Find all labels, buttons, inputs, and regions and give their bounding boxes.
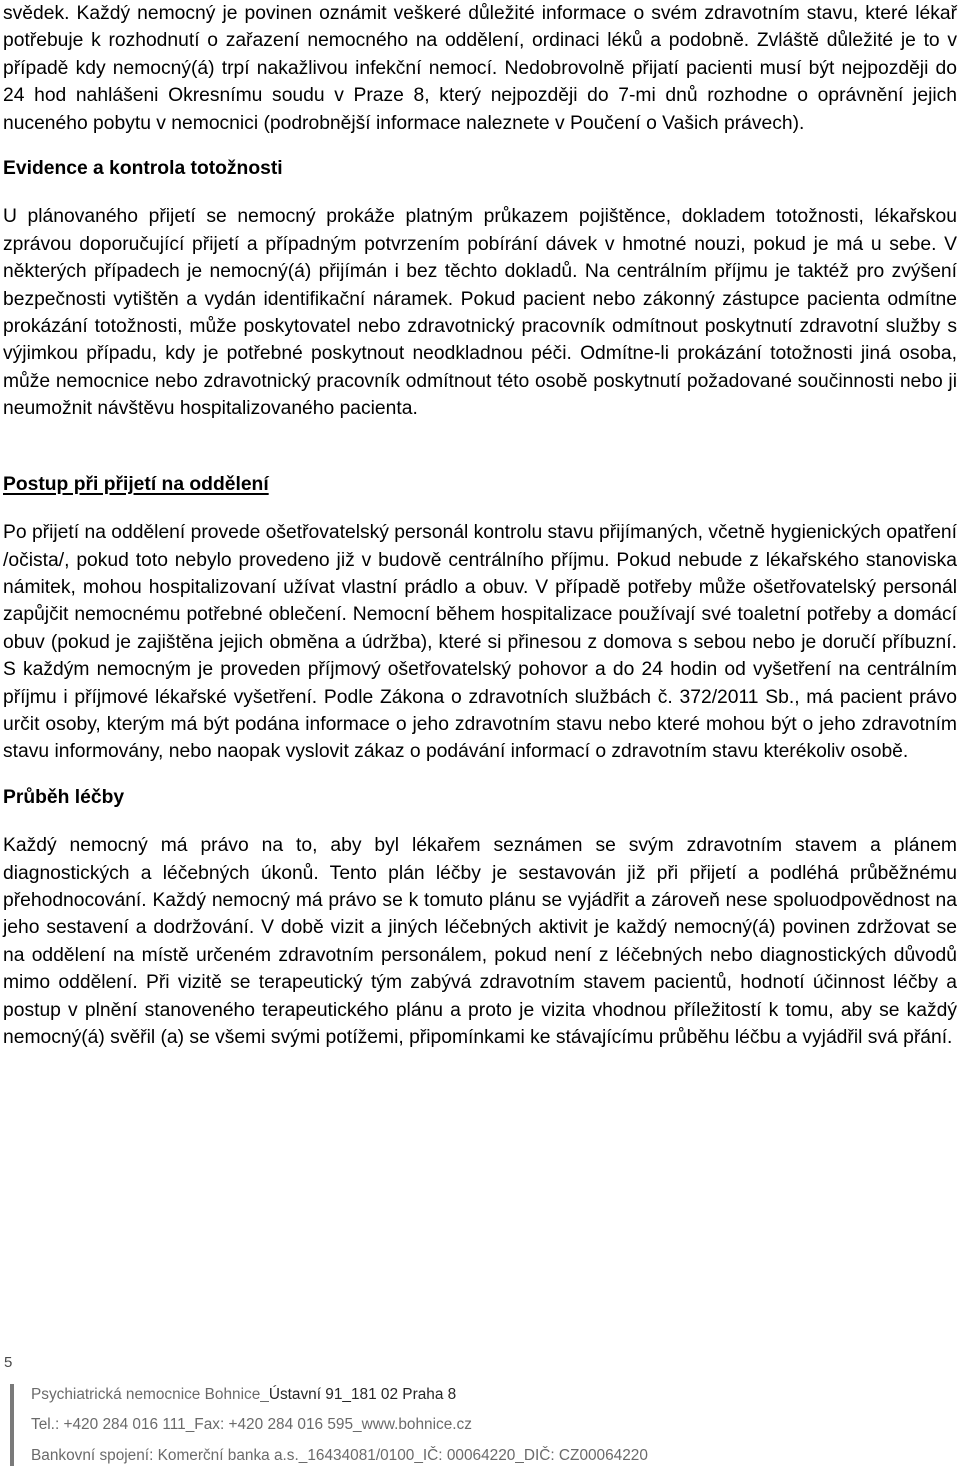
footer-contact-line: Tel.: +420 284 016 111_Fax: +420 284 016 595_www.bohnice.cz (31, 1416, 472, 1433)
footer-accent-bar (10, 1384, 14, 1466)
footer-bank-line: Bankovní spojení: Komerční banka a.s._16434081/0100_IČ: 00064220_DIČ: CZ00064220 (31, 1447, 648, 1464)
page-number: 5 (4, 1354, 13, 1371)
footer-address-line (31, 1386, 456, 1404)
footer-organization: Psychiatrická nemocnice Bohnice_ (31, 1386, 269, 1403)
page-footer (0, 1378, 960, 1467)
identity-heading: Evidence a kontrola totožnosti (3, 158, 283, 180)
admission-heading: Postup při přijetí na oddělení (3, 473, 269, 495)
footer-address: Ústavní 91_181 02 Praha 8 (268, 1386, 457, 1403)
admission-paragraph: Po přijetí na oddělení provede ošetřovatelský personál kontrolu stavu přijímaných, včetně hygienických opatření /očista/, pokud toto nebylo provedeno již v budově centrálního příjmu. Pokud nebude z lékařského stanoviska námitek, mohou hospitalizovaní užívat vlastní prádlo a obuv. V případě potřeby může ošetřovatelský personál zapůjčit nemocnému potřebné oblečení. Nemocní během hospitalizace používají své toaletní potřeby a domácí obuv (pokud je zajištěna jejich obměna a údržba), které si přinesou z domova s sebou nebo je doručí příbuzní. S každým nemocným je proveden příjmový ošetřovatelský pohovor a do 24 hodin od vyšetření na centrálním příjmu i příjmové lékařské vyšetření. Podle Zákona o zdravotních službách č. 372/2011 Sb., má pacient právo určit osoby, kterým má být podána informace o jeho zdravotním stavu nebo které mohou být o jeho zdravotním stavu informovány, nebo naopak vyslovit zákaz o podávání informací o zdravotním stavu kterékoliv osobě. (3, 522, 957, 763)
treatment-heading: Průběh léčby (3, 786, 125, 808)
treatment-paragraph: Každý nemocný má právo na to, aby byl lékařem seznámen se svým zdravotním stavem a plánem diagnostických a léčebných úkonů. Tento plán léčby je sestavován již při přijetí a podléhá průběžnému přehodnocování. Každý nemocný má právo se k tomuto plánu se vyjádřit a zároveň nese spoluodpovědnost na jeho sestavení a dodržování. V době vizit a jiných léčebných aktivit je každý nemocný(á) povinen zdržovat se na oddělení na místě určeném zdravotním personálem, pokud není z léčebných nebo diagnostických důvodů mimo oddělení. Při vizitě se terapeutický tým zabývá zdravotním stavem pacientů, hodnotí účinnost léčby a postup v plnění stanoveného terapeutického plánu a proto je vizita vhodnou příležitostí k tomu, aby se každý nemocný(á) svěřil (a) se všemi svými potížemi, připomínkami ke stávajícímu průběhu léčbu a vyjádřil svá přání. (3, 835, 957, 1048)
document-page (3, 0, 957, 1051)
intro-paragraph: svědek. Každý nemocný je povinen oznámit veškeré důležité informace o svém zdravotním stavu, které lékař potřebuje k rozhodnutí o zařazení nemocného na oddělení, ordinaci léků a podobně. Zvláště důležité je to v případě kdy nemocný(á) trpí nakažlivou infekční nemocí. Nedobrovolně přijatí pacienti musí být nejpozději do 24 hod nahlášeni Okresnímu soudu v Praze 8, který nejpozději do 7-mi dnů rozhodne o oprávnění jejich nuceného pobytu v nemocnici (podrobnější informace naleznete v Poučení o Vašich právech). (3, 3, 957, 134)
identity-paragraph: U plánovaného přijetí se nemocný prokáže platným průkazem pojištěnce, dokladem totožnosti, lékařskou zprávou doporučující přijetí a případným potvrzením pobírání dávek v hmotné nouzi, pokud je má u sebe. V některých případech je nemocný(á) přijímán i bez těchto dokladů. Na centrálním příjmu je taktéž pro zvýšení bezpečnosti vytištěn a vydán identifikační náramek. Pokud pacient nebo zákonný zástupce pacienta odmítne prokázání totožnosti, může poskytovatel nebo zdravotnický pracovník odmítnout poskytnutí zdravotní služby s výjimkou případu, kdy je potřebné poskytnout neodkladnou péči. Odmítne-li prokázání totožnosti jiná osoba, může nemocnice nebo zdravotnický pracovník odmítnout této osobě poskytnutí požadované součinnosti nebo ji neumožnit návštěvu hospitalizovaného pacienta. (3, 206, 957, 420)
